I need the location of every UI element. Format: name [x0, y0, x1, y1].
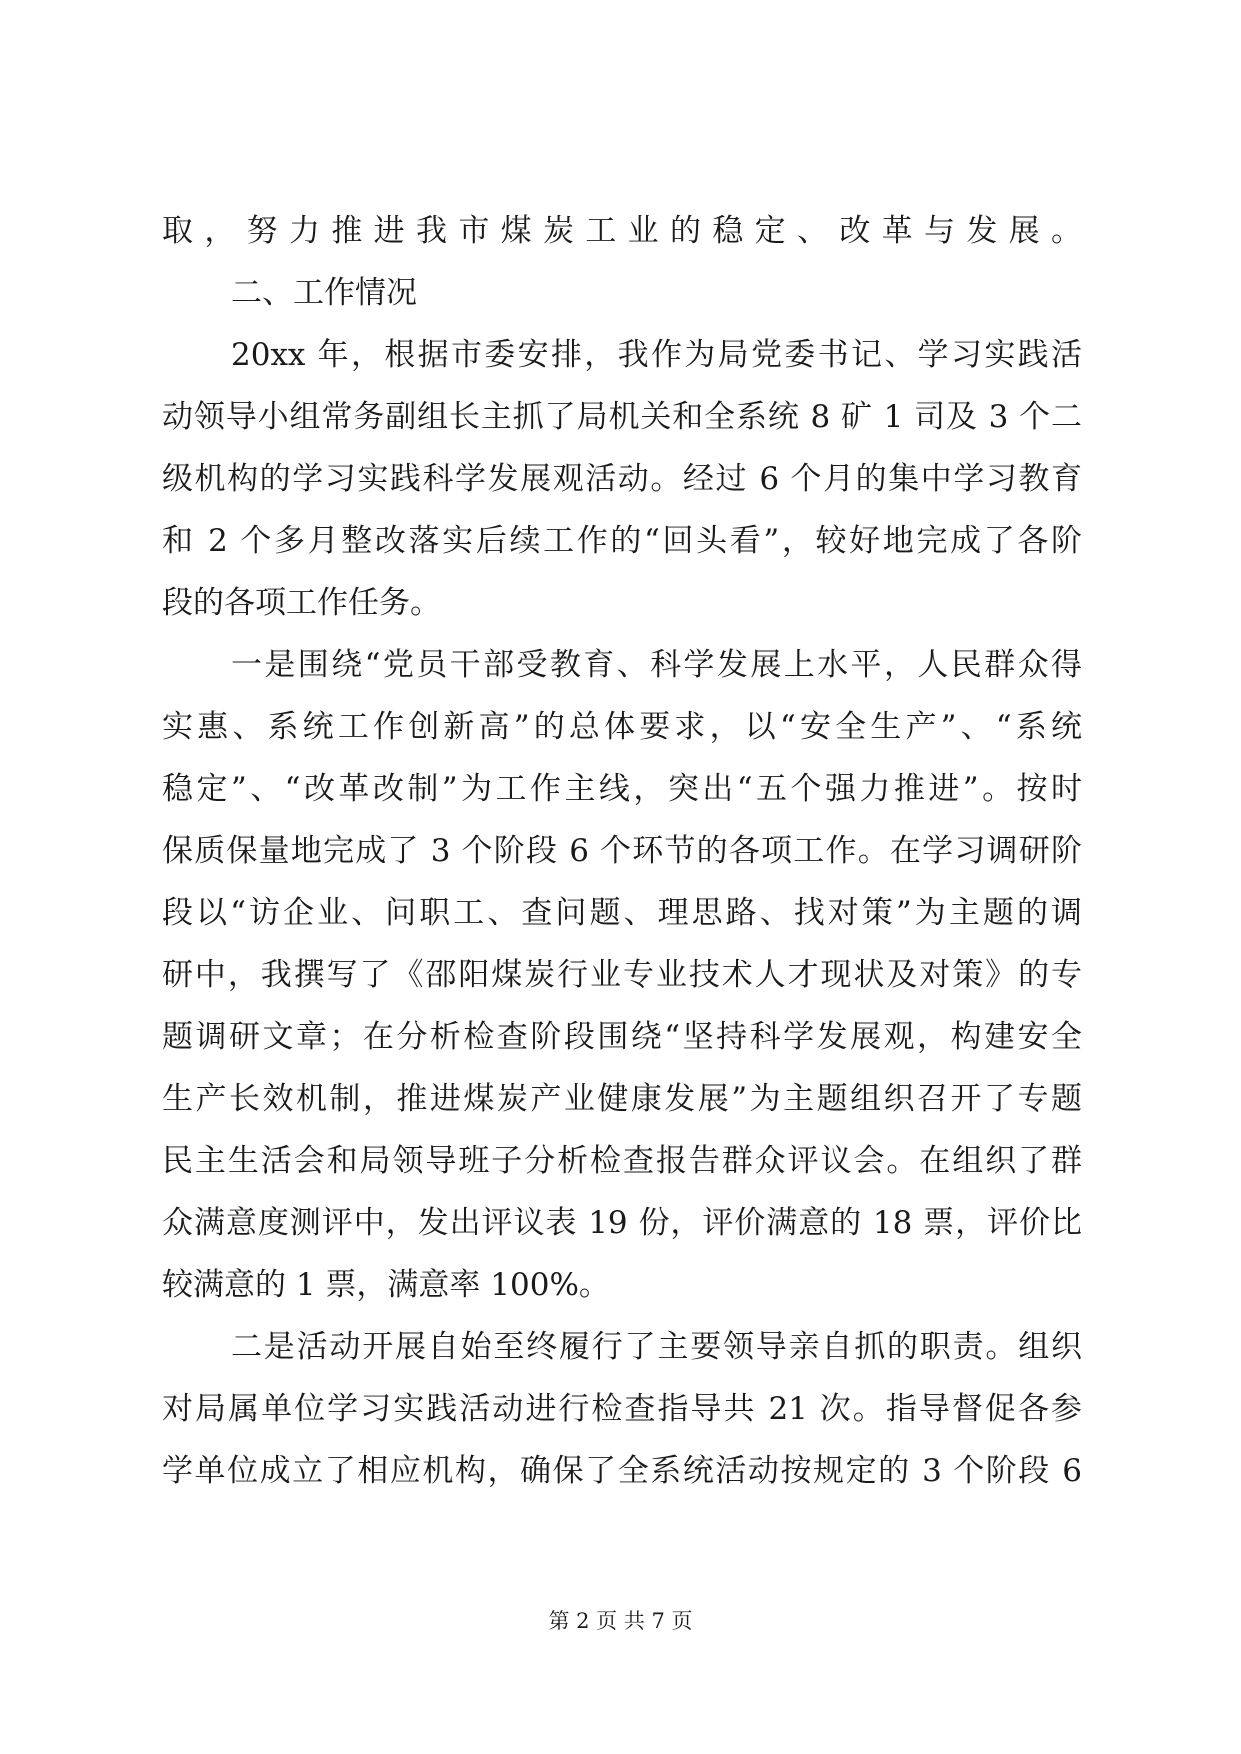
text-line: 研中，我撰写了《邵阳煤炭行业专业技术人才现状及对策》的专 — [162, 957, 1082, 993]
paragraph-first-line: 一是围绕“党员干部受教育、科学发展上水平，人民群众得 — [231, 647, 1082, 683]
text-line: 实惠、系统工作创新高”的总体要求，以“安全生产”、“系统 — [162, 709, 1082, 745]
page-number-footer: 第 2 页 共 7 页 — [548, 1609, 693, 1633]
paragraph-first-line: 20xx 年，根据市委安排，我作为局党委书记、学习实践活 — [231, 337, 1082, 373]
text-line: 级机构的学习实践科学发展观活动。经过 6 个月的集中学习教育 — [162, 461, 1082, 497]
text-line: 生产长效机制，推进煤炭产业健康发展”为主题组织召开了专题 — [162, 1081, 1082, 1117]
text-line: 保质保量地完成了 3 个阶段 6 个环节的各项工作。在学习调研阶 — [162, 833, 1082, 869]
paragraph-last-line: 段的各项工作任务。 — [162, 585, 441, 621]
document-body — [162, 200, 1082, 1502]
text-line: 学单位成立了相应机构，确保了全系统活动按规定的 3 个阶段 6 — [162, 1453, 1082, 1489]
text-line: 稳定”、“改革改制”为工作主线，突出“五个强力推进”。按时 — [162, 771, 1082, 807]
text-line: 民主生活会和局领导班子分析检查报告群众评议会。在组织了群 — [162, 1143, 1082, 1179]
paragraph-first-line: 二是活动开展自始至终履行了主要领导亲自抓的职责。组织 — [231, 1329, 1082, 1365]
text-line: 取，努力推进我市煤炭工业的稳定、改革与发展。 — [162, 213, 1082, 249]
text-line: 和 2 个多月整改落实后续工作的“回头看”，较好地完成了各阶 — [162, 523, 1082, 559]
text-line: 众满意度测评中，发出评议表 19 份，评价满意的 18 票，评价比 — [162, 1205, 1082, 1241]
text-line: 题调研文章；在分析检查阶段围绕“坚持科学发展观，构建安全 — [162, 1019, 1082, 1055]
text-line: 动领导小组常务副组长主抓了局机关和全系统 8 矿 1 司及 3 个二 — [162, 399, 1082, 435]
section-heading: 二、工作情况 — [231, 275, 417, 311]
paragraph-last-line: 较满意的 1 票，满意率 100%。 — [162, 1267, 610, 1303]
text-line: 对局属单位学习实践活动进行检查指导共 21 次。指导督促各参 — [162, 1391, 1082, 1427]
text-line: 段以“访企业、问职工、查问题、理思路、找对策”为主题的调 — [162, 895, 1082, 931]
